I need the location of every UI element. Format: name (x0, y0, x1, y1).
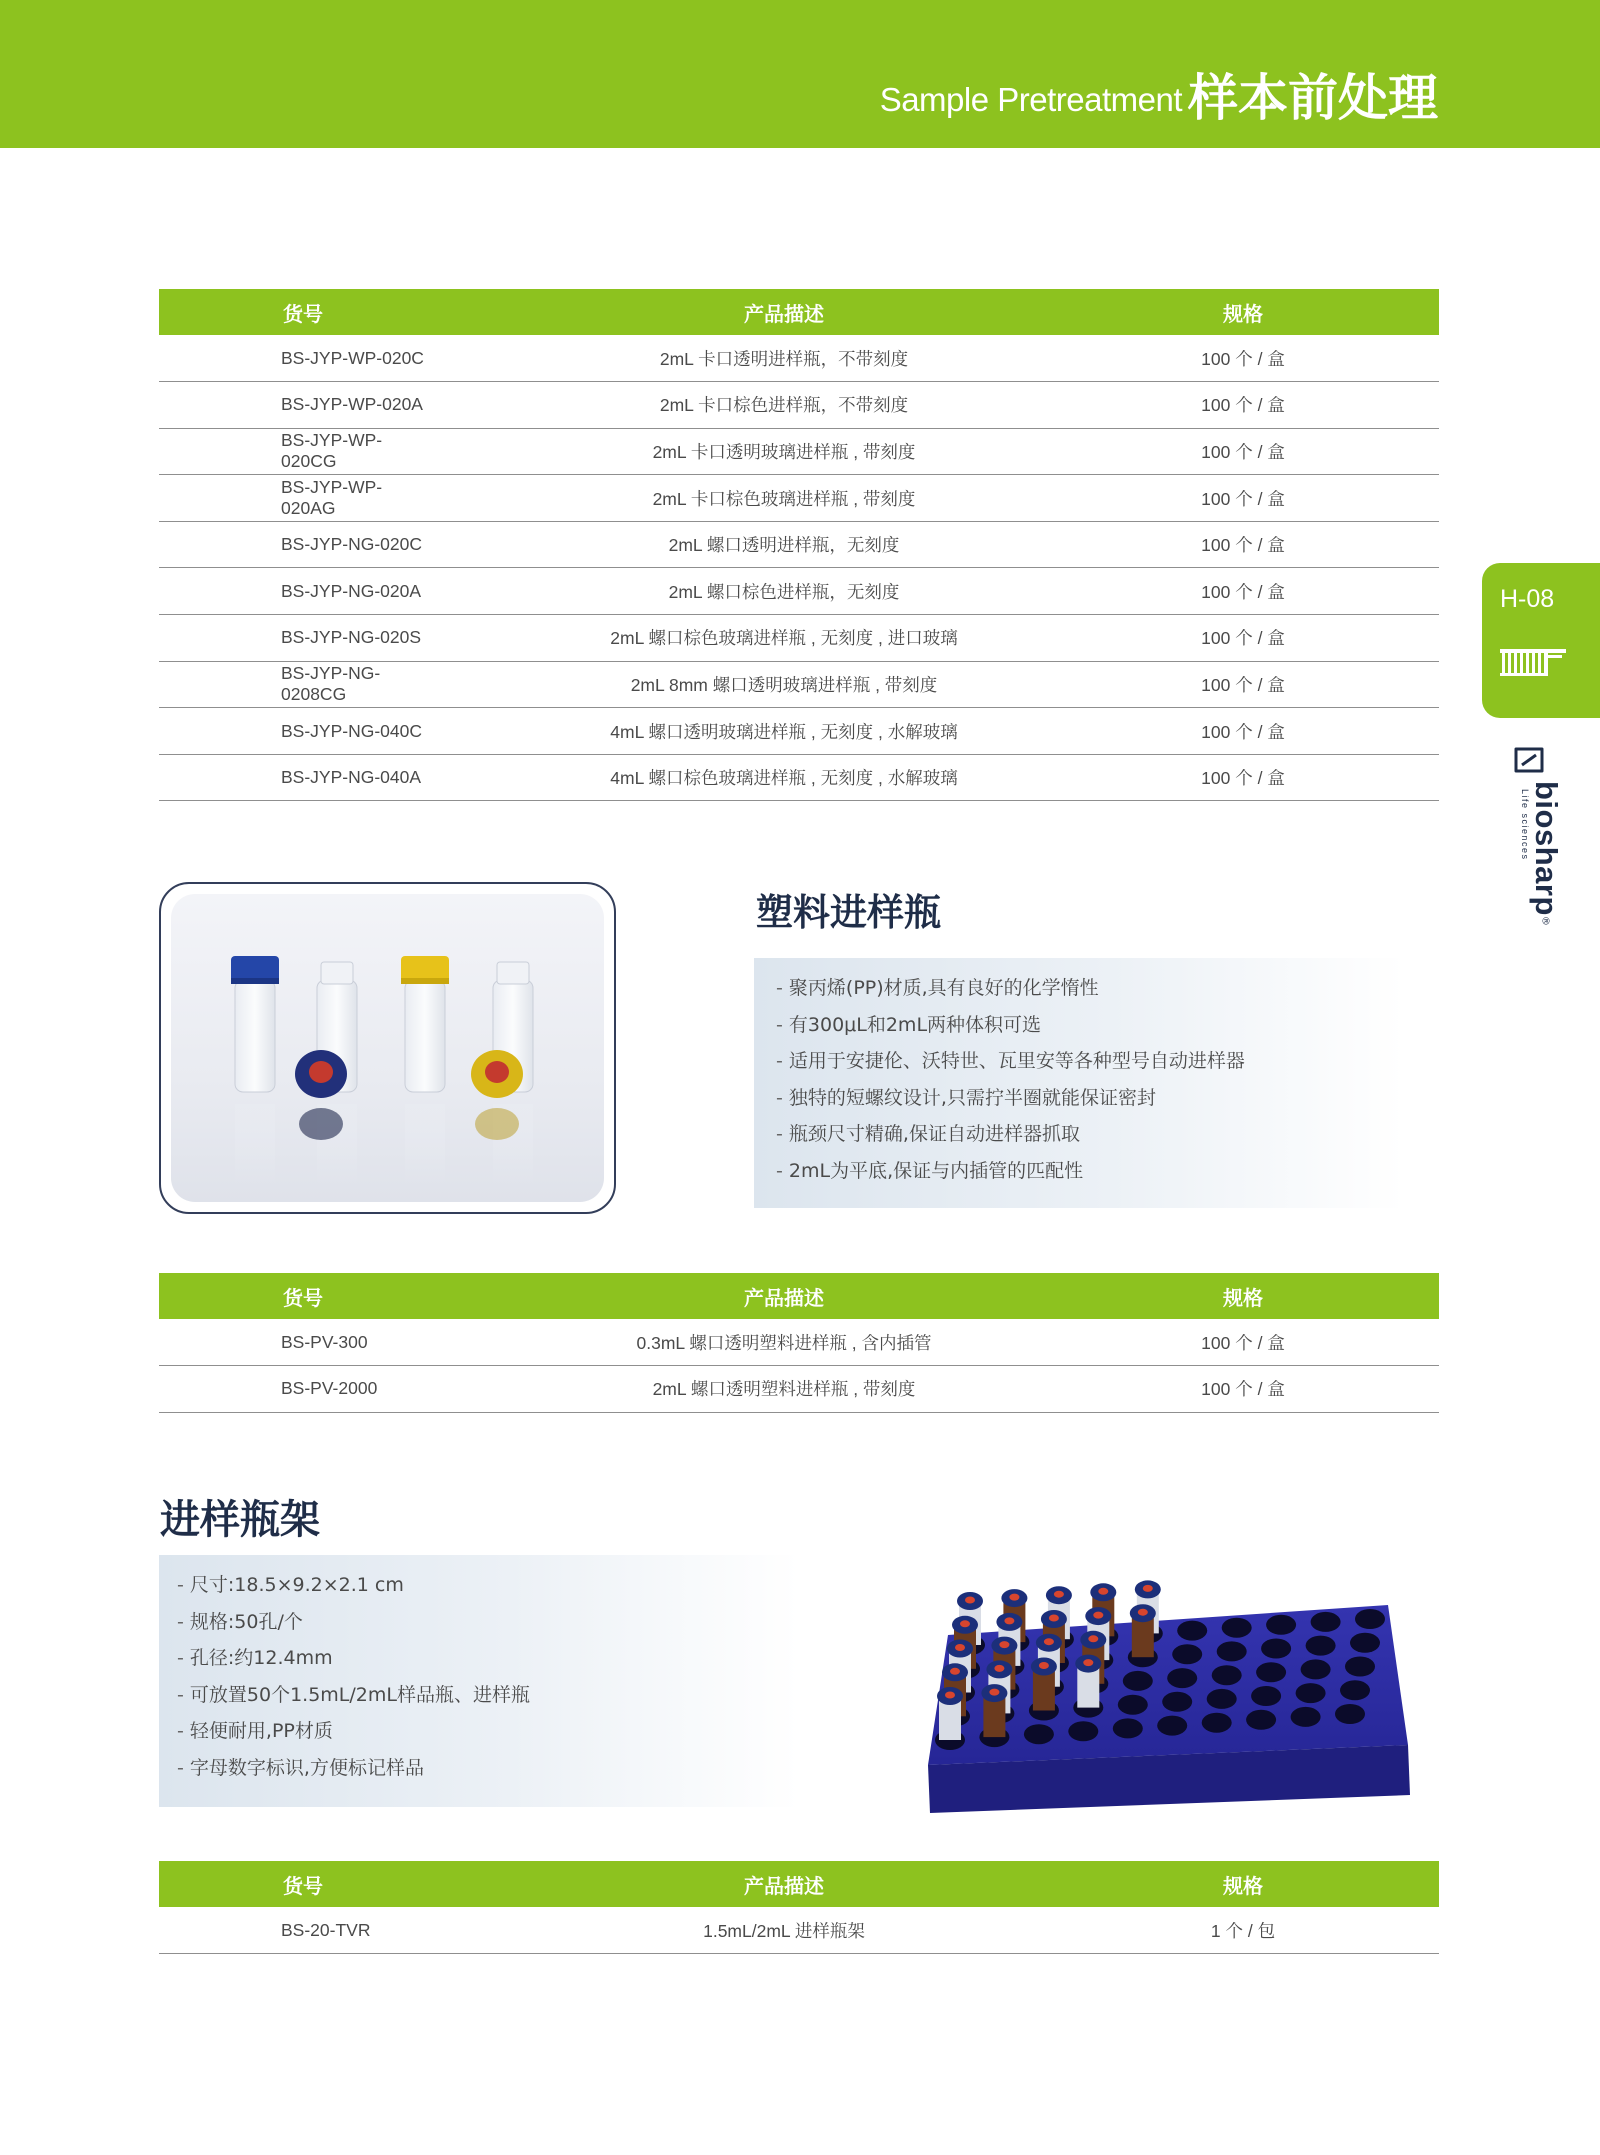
rack-hole (1217, 1641, 1247, 1661)
page-title-en: Sample Pretreatment (879, 81, 1182, 118)
table-row (159, 335, 1439, 382)
rack-hole (1167, 1668, 1197, 1688)
cell-spec: 100 个 / 盒 (1137, 754, 1439, 801)
brand-tagline: Life sciences (1520, 789, 1530, 861)
list-item: - 轻便耐用,PP材质 (177, 1713, 799, 1750)
table-row (159, 1366, 1439, 1413)
brand-mark-icon (1512, 745, 1546, 775)
table-header-row (159, 1861, 1439, 1907)
cell-desc: 2mL 卡口棕色进样瓶，不带刻度 (431, 382, 1137, 429)
cell-spec: 100 个 / 盒 (1137, 382, 1439, 429)
vial-rack-feature-box (159, 1555, 799, 1807)
capped-vial (1031, 1658, 1057, 1711)
product-table-glass-vials (159, 289, 1439, 801)
table-row (159, 428, 1439, 475)
table-row (159, 521, 1439, 568)
vial-rack-photo (918, 1565, 1418, 1815)
list-item: - 瓶颈尺寸精确,保证自动进样器抓取 (776, 1116, 1404, 1153)
cell-sku: BS-JYP-NG-020C (159, 521, 431, 568)
rack-hole (1261, 1639, 1291, 1659)
table-row (159, 661, 1439, 708)
list-item: - 独特的短螺纹设计,只需拧半圈就能保证密封 (776, 1080, 1404, 1117)
rack-hole (1068, 1721, 1098, 1741)
cell-desc: 2mL 螺口透明塑料进样瓶 , 带刻度 (431, 1366, 1137, 1413)
chapter-code: H-08 (1500, 585, 1555, 613)
rack-hole (1246, 1710, 1276, 1730)
rack-hole (1296, 1683, 1326, 1703)
list-item: - 可放置50个1.5mL/2mL样品瓶、进样瓶 (177, 1677, 799, 1714)
col-header-spec: 规格 (1137, 1861, 1439, 1907)
capped-vial (1075, 1655, 1101, 1708)
table-row (159, 1319, 1439, 1366)
plastic-vial-photo (159, 882, 616, 1214)
list-item: - 孔径:约12.4mm (177, 1640, 799, 1677)
table-row (159, 475, 1439, 522)
cell-spec: 100 个 / 盒 (1137, 661, 1439, 708)
rack-hole (1340, 1680, 1370, 1700)
table-row (159, 382, 1439, 429)
capped-vial (937, 1687, 963, 1740)
plastic-vial-feature-box (754, 958, 1404, 1208)
feature-list (776, 970, 1404, 1190)
rack-hole (1355, 1609, 1385, 1629)
cell-spec: 100 个 / 盒 (1137, 568, 1439, 615)
cell-desc: 4mL 螺口透明玻璃进样瓶 , 无刻度 , 水解玻璃 (431, 708, 1137, 755)
brand-registered: ® (1539, 915, 1551, 926)
cell-sku: BS-JYP-NG-0208CG (159, 661, 431, 708)
rack-hole (1251, 1686, 1281, 1706)
rack-hole (1157, 1716, 1187, 1736)
chapter-tab[interactable] (1482, 563, 1600, 718)
plastic-vial-photo-backdrop (171, 894, 604, 1202)
rack-hole (1345, 1657, 1375, 1677)
cell-desc: 2mL 卡口棕色玻璃进样瓶 , 带刻度 (431, 475, 1137, 522)
table-row (159, 568, 1439, 615)
page-title-cn: 样本前处理 (1188, 69, 1438, 127)
rack-hole (1162, 1692, 1192, 1712)
col-header-desc: 产品描述 (431, 1861, 1137, 1907)
brand-wordmark (1520, 781, 1564, 926)
rack-hole (1266, 1615, 1296, 1635)
rack-hole (1256, 1662, 1286, 1682)
cell-sku: BS-JYP-NG-040A (159, 754, 431, 801)
plastic-vials-illustration (171, 894, 604, 1202)
brand-logo (1500, 745, 1564, 926)
cell-spec: 100 个 / 盒 (1137, 1319, 1439, 1366)
cell-sku: BS-PV-2000 (159, 1366, 431, 1413)
rack-hole (1291, 1707, 1321, 1727)
col-header-spec: 规格 (1137, 1273, 1439, 1319)
cell-desc: 2mL 卡口透明玻璃进样瓶 , 带刻度 (431, 428, 1137, 475)
product-table-vial-rack (159, 1861, 1439, 1954)
cell-desc: 4mL 螺口棕色玻璃进样瓶 , 无刻度 , 水解玻璃 (431, 754, 1137, 801)
cell-spec: 1 个 / 包 (1137, 1907, 1439, 1954)
cell-desc: 1.5mL/2mL 进样瓶架 (431, 1907, 1137, 1954)
cell-sku: BS-JYP-WP-020CG (159, 428, 431, 475)
product-table-plastic-vials (159, 1273, 1439, 1413)
cell-sku: BS-JYP-WP-020C (159, 335, 431, 382)
rack-hole (1350, 1633, 1380, 1653)
rack-hole (1118, 1695, 1148, 1715)
cell-sku: BS-JYP-NG-020A (159, 568, 431, 615)
cell-spec: 100 个 / 盒 (1137, 615, 1439, 662)
brand-name: biosharp (1529, 781, 1564, 916)
section-title-vial-rack: 进样瓶架 (160, 1497, 320, 1543)
list-item: - 2mL为平底,保证与内插管的匹配性 (776, 1153, 1404, 1190)
rack-hole (1335, 1704, 1365, 1724)
cell-sku: BS-JYP-NG-040C (159, 708, 431, 755)
rack-hole (1306, 1636, 1336, 1656)
table-header-row (159, 289, 1439, 335)
cell-sku: BS-20-TVR (159, 1907, 431, 1954)
header-band (0, 0, 1600, 148)
table-row (159, 708, 1439, 755)
table-header-row (159, 1273, 1439, 1319)
list-item: - 字母数字标识,方便标记样品 (177, 1750, 799, 1787)
cell-spec: 100 个 / 盒 (1137, 428, 1439, 475)
col-header-desc: 产品描述 (431, 289, 1137, 335)
col-header-spec: 规格 (1137, 289, 1439, 335)
table-row (159, 754, 1439, 801)
table-row (159, 1907, 1439, 1954)
capped-vial (1130, 1604, 1156, 1657)
cell-desc: 2mL 8mm 螺口透明玻璃进样瓶 , 带刻度 (431, 661, 1137, 708)
cell-spec: 100 个 / 盒 (1137, 1366, 1439, 1413)
list-item: - 适用于安捷伦、沃特世、瓦里安等各种型号自动进样器 (776, 1043, 1404, 1080)
list-item: - 尺寸:18.5×9.2×2.1 cm (177, 1567, 799, 1604)
cell-desc: 2mL 螺口棕色玻璃进样瓶 , 无刻度 , 进口玻璃 (431, 615, 1137, 662)
cell-spec: 100 个 / 盒 (1137, 708, 1439, 755)
rack-hole (1301, 1659, 1331, 1679)
page-title (880, 58, 1438, 130)
cell-sku: BS-JYP-WP-020A (159, 382, 431, 429)
rack-hole (1177, 1621, 1207, 1641)
rack-hole (1202, 1713, 1232, 1733)
rack-hole (1311, 1612, 1341, 1632)
cell-sku: BS-JYP-NG-020S (159, 615, 431, 662)
list-item: - 规格:50孔/个 (177, 1604, 799, 1641)
rack-hole (1172, 1644, 1202, 1664)
cell-desc: 2mL 螺口棕色进样瓶，无刻度 (431, 568, 1137, 615)
cell-sku: BS-PV-300 (159, 1319, 431, 1366)
cell-spec: 100 个 / 盒 (1137, 335, 1439, 382)
rack-hole (1024, 1724, 1054, 1744)
rack-hole (1113, 1718, 1143, 1738)
col-header-sku: 货号 (159, 289, 431, 335)
rack-hole (1207, 1689, 1237, 1709)
table-row (159, 615, 1439, 662)
col-header-sku: 货号 (159, 1861, 431, 1907)
cell-desc: 2mL 卡口透明进样瓶，不带刻度 (431, 335, 1137, 382)
capped-vial (981, 1684, 1007, 1737)
cell-desc: 0.3mL 螺口透明塑料进样瓶 , 含内插管 (431, 1319, 1137, 1366)
pipette-rack-icon (1498, 643, 1568, 679)
rack-hole (1212, 1665, 1242, 1685)
feature-list (177, 1567, 799, 1787)
rack-hole (1123, 1671, 1153, 1691)
col-header-sku: 货号 (159, 1273, 431, 1319)
cell-spec: 100 个 / 盒 (1137, 475, 1439, 522)
cell-sku: BS-JYP-WP-020AG (159, 475, 431, 522)
rack-hole (1222, 1618, 1252, 1638)
section-title-plastic-vial: 塑料进样瓶 (756, 891, 941, 934)
list-item: - 聚丙烯(PP)材质,具有良好的化学惰性 (776, 970, 1404, 1007)
list-item: - 有300μL和2mL两种体积可选 (776, 1007, 1404, 1044)
cell-desc: 2mL 螺口透明进样瓶，无刻度 (431, 521, 1137, 568)
cell-spec: 100 个 / 盒 (1137, 521, 1439, 568)
col-header-desc: 产品描述 (431, 1273, 1137, 1319)
